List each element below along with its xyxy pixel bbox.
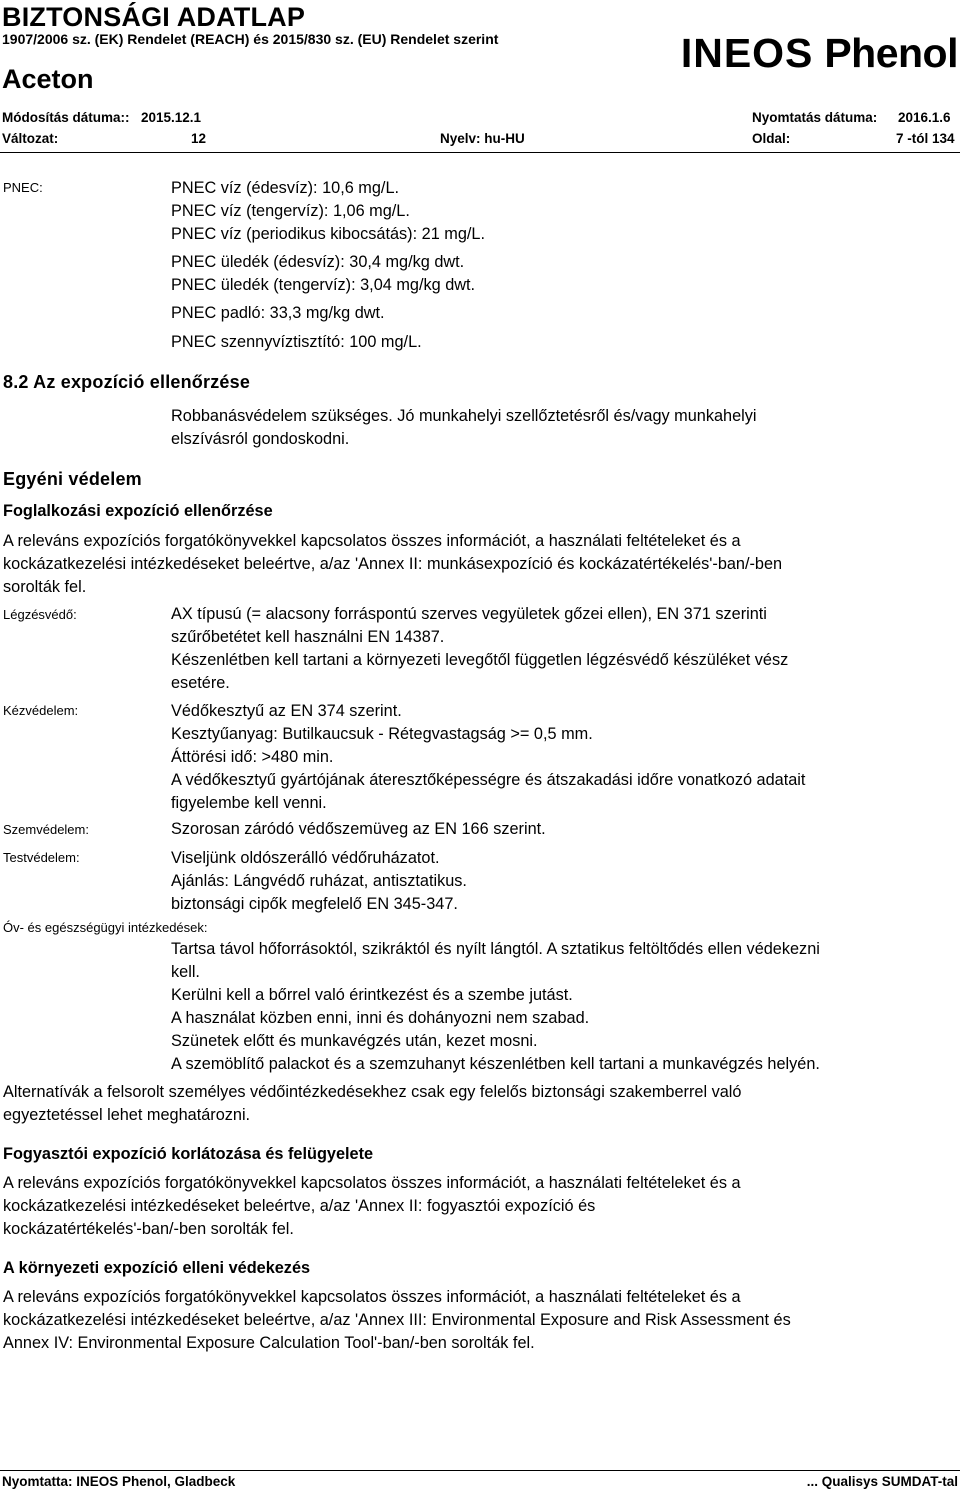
language: Nyelv: hu-HU bbox=[440, 131, 525, 146]
eye-label: Szemvédelem: bbox=[3, 822, 89, 837]
pnec-label: PNEC: bbox=[3, 180, 43, 195]
environment-text: A releváns expozíciós forgatókönyvekkel kapcsolatos összes információt, a használati feltételeket és a kockázatkezelési intézkedéseket beleértve, a/az 'Annex III: Environmental Exposure and Risk Assessment és Annex IV: Environmental Exposure Calculation Tool'-ban/-ben sorolták fel. bbox=[3, 1288, 791, 1352]
pnec-list-4 bbox=[171, 331, 422, 354]
revision-date: 2015.12.1 bbox=[141, 110, 202, 125]
footer-printed-by: Nyomtatta: INEOS Phenol, Gladbeck bbox=[2, 1474, 236, 1489]
hand-label: Kézvédelem: bbox=[3, 703, 79, 718]
hygiene-text: Tartsa távol hőforrásoktól, szikráktól és nyílt lángtól. A sztatikus feltöltődés ellen védekezni kell. Kerülni kell a bőrrel való érintkezést és a szembe jutást. A használat közben enni, inni és dohányozni nem szabad. Szünetek előtt és munkavégzés után, kezet mosni. A szemöblítő palackot és a szemzuhanyt készenlétben kell tartani a munkavégzés helyén. bbox=[171, 940, 820, 1073]
pnec-item: PNEC víz (periodikus kibocsátás): 21 mg/L. bbox=[171, 225, 485, 243]
pnec-item: PNEC üledék (édesvíz): 30,4 mg/kg dwt. bbox=[171, 253, 465, 271]
pnec-item: PNEC víz (édesvíz): 10,6 mg/L. bbox=[171, 179, 400, 197]
company-logo bbox=[681, 30, 958, 77]
pnec-list-3 bbox=[171, 302, 385, 325]
print-label: Nyomtatás dátuma: bbox=[752, 110, 878, 125]
pnec-item: PNEC szennyvíztisztító: 100 mg/L. bbox=[171, 333, 422, 351]
revision-label: Módosítás dátuma:: bbox=[2, 110, 130, 125]
document-title: BIZTONSÁGI ADATLAP bbox=[2, 2, 306, 32]
section-8-2-heading: 8.2 Az expozíció ellenőrzése bbox=[3, 372, 251, 392]
version-label: Változat: bbox=[2, 131, 59, 146]
pnec-item: PNEC padló: 33,3 mg/kg dwt. bbox=[171, 304, 385, 322]
pnec-item: PNEC üledék (tengervíz): 3,04 mg/kg dwt. bbox=[171, 276, 476, 294]
print-date: 2016.1.6 bbox=[898, 110, 951, 125]
personal-protection-heading: Egyéni védelem bbox=[3, 469, 142, 489]
alternatives-text: Alternatívák a felsorolt személyes védőintézkedésekhez csak egy felelős biztonsági szakemberrel való egyeztetéssel lehet meghatározni. bbox=[3, 1083, 742, 1124]
page-label: Oldal: bbox=[752, 131, 791, 146]
occupational-intro: A releváns expozíciós forgatókönyvekkel kapcsolatos összes információt, a használati feltételeket és a kockázatkezelési intézkedéseket beleértve, a/az 'Annex II: munkásexpozíció és kockázatértékelés'-ban/-ben sorolták fel. bbox=[3, 532, 783, 596]
regulation-subtitle: 1907/2006 sz. (EK) Rendelet (REACH) és 2015/830 sz. (EU) Rendelet szerint bbox=[2, 31, 499, 47]
section-8-2-text: Robbanásvédelem szükséges. Jó munkahelyi szellőztetésről és/vagy munkahelyi elszívásról gondoskodni. bbox=[171, 407, 757, 448]
pnec-list bbox=[171, 177, 485, 246]
product-name: Aceton bbox=[2, 64, 94, 94]
hand-text: Védőkesztyű az EN 374 szerint. Kesztyűanyag: Butilkaucsuk - Rétegvastagság >= 0,5 mm. Áttörési idő: >480 min. A védőkesztyű gyártójának áteresztőképességre és átszakadási időre vonatkozó adatait figyelembe kell venni. bbox=[171, 702, 806, 812]
header-rule bbox=[0, 152, 960, 153]
logo-ineos: INEOS bbox=[680, 30, 814, 76]
body-label: Testvédelem: bbox=[3, 850, 80, 865]
pnec-list-2 bbox=[171, 251, 475, 297]
logo-phenol: Phenol bbox=[824, 30, 958, 76]
respiratory-label: Légzésvédő: bbox=[3, 607, 77, 622]
environment-heading: A környezeti expozíció elleni védekezés bbox=[3, 1259, 311, 1277]
page-number: 7 -tól 134 bbox=[896, 131, 955, 146]
eye-text: Szorosan záródó védőszemüveg az EN 166 szerint. bbox=[171, 820, 546, 838]
pnec-item: PNEC víz (tengervíz): 1,06 mg/L. bbox=[171, 202, 410, 220]
consumer-text: A releváns expozíciós forgatókönyvekkel kapcsolatos összes információt, a használati feltételeket és a kockázatkezelési intézkedéseket beleértve, a/az 'Annex II: fogyasztói expozíció és kockázatértékelés'-ban/-ben sorolták fel. bbox=[3, 1174, 741, 1238]
footer-software: ... Qualisys SUMDAT-tal bbox=[806, 1474, 958, 1489]
body-text: Viseljünk oldószerálló védőruházatot. Ajánlás: Lángvédő ruházat, antisztatikus. biztonsági cipők megfelelő EN 345-347. bbox=[171, 849, 467, 913]
respiratory-text: AX típusú (= alacsony forráspontú szerves vegyületek gőzei ellen), EN 371 szerinti szűrőbetétet kell használni EN 14387. Készenlétben kell tartani a környezeti levegőtől független légzésvédő készüléket vész esetére. bbox=[171, 605, 789, 692]
hygiene-label: Óv- és egészségügyi intézkedések: bbox=[3, 920, 208, 935]
version-value: 12 bbox=[191, 131, 207, 146]
consumer-heading: Fogyasztói expozíció korlátozása és felügyelete bbox=[3, 1145, 374, 1163]
footer-rule bbox=[0, 1470, 960, 1471]
occupational-exposure-heading: Foglalkozási expozíció ellenőrzése bbox=[3, 502, 273, 520]
